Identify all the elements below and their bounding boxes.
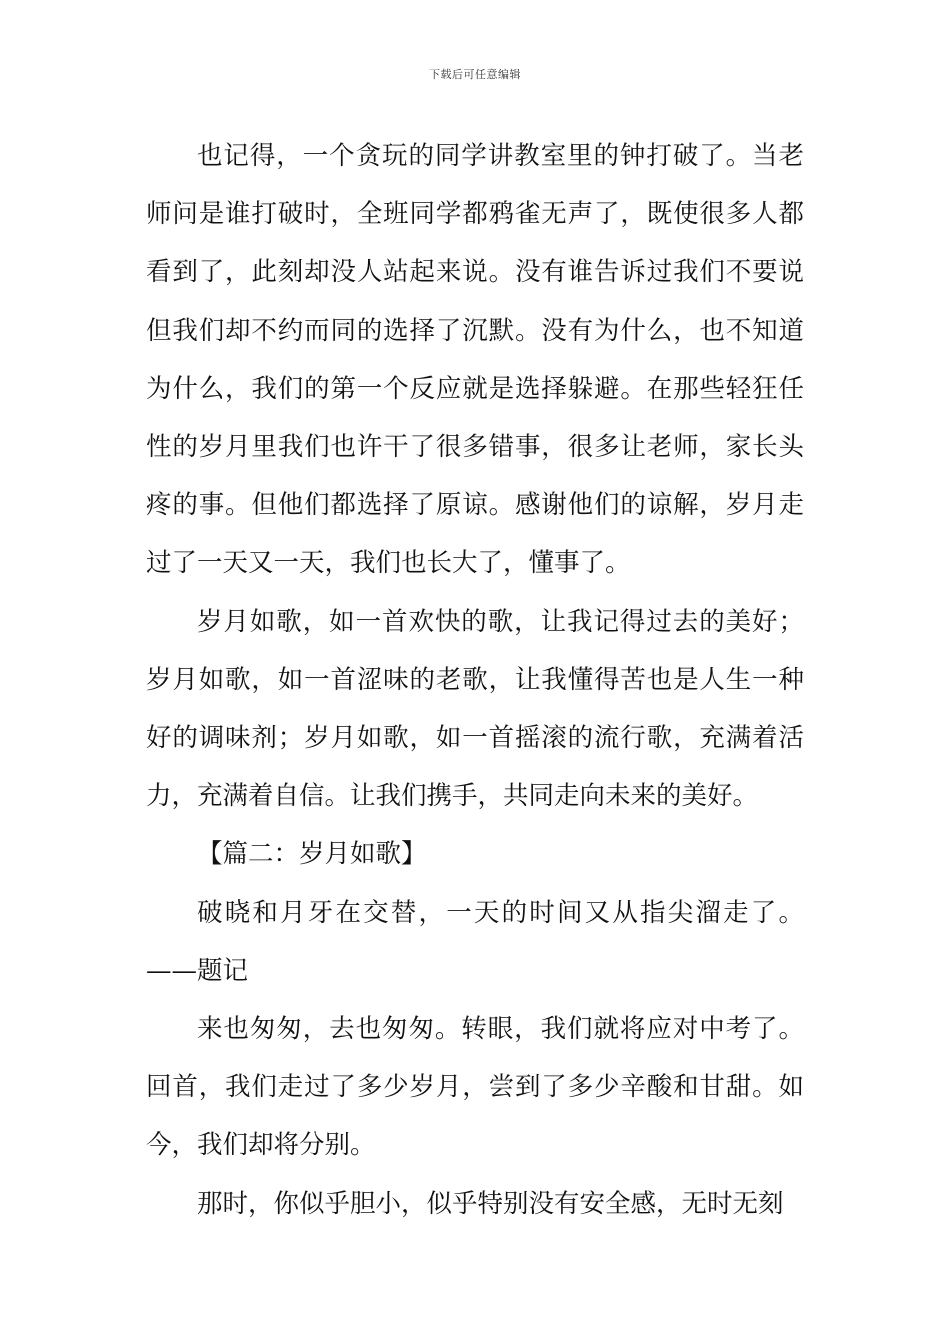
body-text: [146, 127, 804, 1233]
paragraph-memory: 也记得，一个贪玩的同学讲教室里的钟打破了。当老师问是谁打破时，全班同学都鸦雀无声了，既使很多人都看到了，此刻却没人站起来说。没有谁告诉过我们不要说但我们却不约而同的选择了沉默。没有为什么，也不知道为什么，我们的第一个反应就是选择躲避。在那些轻狂任性的岁月里我们也许干了很多错事，很多让老师，家长头疼的事。但他们都选择了原谅。感谢他们的谅解，岁月走过了一天又一天，我们也长大了，懂事了。: [146, 141, 804, 579]
header-note: 下载后可任意编辑: [429, 68, 521, 81]
paragraph-epigraph: 破晓和月牙在交替，一天的时间又从指尖溜走了。——题记: [146, 897, 804, 986]
section-heading: 【篇二：岁月如歌】: [197, 839, 427, 870]
paragraph-past: 那时，你似乎胆小，似乎特别没有安全感，无时无刻: [197, 1188, 784, 1219]
paragraph-songs: 岁月如歌，如一首欢快的歌，让我记得过去的美好；岁月如歌，如一首涩味的老歌，让我懂得苦也是人生一种好的调味剂；岁月如歌，如一首摇滚的流行歌，充满着活力，充满着自信。让我们携手，共同走向未来的美好。: [146, 606, 804, 812]
paragraph-exam: 来也匆匆，去也匆匆。转眼，我们就将应对中考了。回首，我们走过了多少岁月，尝到了多少辛酸和甘甜。如今，我们却将分别。: [146, 1014, 804, 1161]
